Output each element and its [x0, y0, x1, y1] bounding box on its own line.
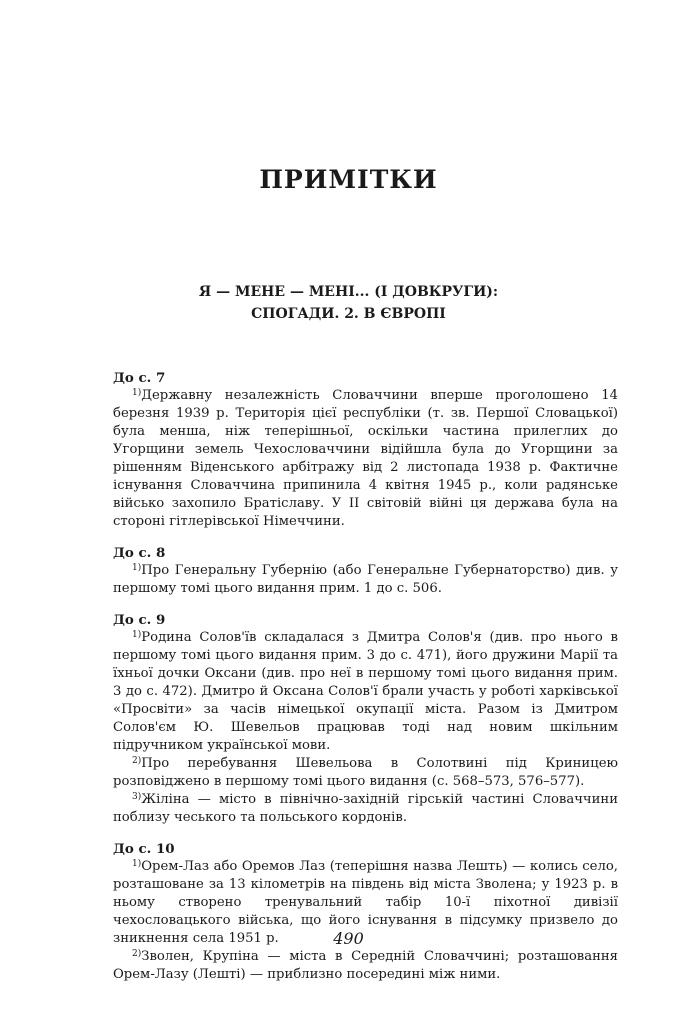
note-text: Жіліна — місто в північно-західній гірській частині Словаччини поблизу чеського та польського кордонів.: [113, 792, 618, 825]
note-text: Про Генеральну Губернію (або Генеральне Губернаторство) див. у першому томі цього видання прим. 1 до с. 506.: [113, 563, 618, 596]
page-number: 490: [333, 929, 364, 948]
note-text: Родина Солов'їв складалася з Дмитра Солов'я (див. про нього в першому томі цього видання прим. 3 до с. 471), його дружини Марії та їхньої дочки Оксани (див. про неї в першому томі цього видання прим. 3 до с. 472). Дмитро й Оксана Солов'ї брали участь у роботі харківської «Просвіти» за часів німецької окупації міста. Разом із Дмитром Солов'єм Ю. Шевельов працював тоді над новим шкільним підручником української мови.: [113, 630, 618, 753]
note-text: Орем-Лаз або Оремов Лаз (теперішня назва Лешть) — колись село, розташоване за 13 кілометрів на південь від міста Зволена; у 1923 р. в ньому створено тренувальний табір 10-ї піхотної дивізії чехословацького війська, що його існування в підсумку призвело до зникнення села 1951 р.: [113, 859, 618, 946]
note: [113, 948, 618, 984]
section-subtitle: [0, 281, 697, 325]
note-number: 1): [132, 388, 142, 398]
note: [113, 791, 618, 827]
section-heading: До с. 9: [113, 612, 166, 628]
subtitle-line-1: Я — МЕНЕ — МЕНІ... (І ДОВКРУГИ):: [198, 284, 499, 300]
note-text: Про перебування Шевельова в Солотвині під Криницею розповіджено в першому томі цього видання (с. 568–573, 576–577).: [113, 756, 618, 789]
note: [113, 755, 618, 791]
note-number: 3): [132, 792, 142, 802]
page-title: ПРИМІТКИ: [259, 165, 438, 194]
section-heading: До с. 8: [113, 545, 166, 561]
notes-body: [113, 369, 618, 997]
note-number: 1): [132, 563, 142, 573]
note-number: 1): [132, 859, 142, 869]
section-heading: До с. 10: [113, 841, 175, 857]
notes-section: [113, 369, 618, 531]
note-number: 2): [132, 949, 142, 959]
note: [113, 387, 618, 531]
note: [113, 562, 618, 598]
note-text: Зволен, Крупіна — міста в Середній Словаччині; розташовання Орем-Лазу (Лешті) — приблизно посередині між ними.: [113, 949, 618, 982]
notes-section: [113, 611, 618, 827]
subtitle-line-2: СПОГАДИ. 2. В ЄВРОПІ: [251, 306, 446, 322]
note-number: 2): [132, 756, 142, 766]
note: [113, 629, 618, 755]
notes-section: [113, 544, 618, 598]
note-number: 1): [132, 630, 142, 640]
notes-section: [113, 840, 618, 984]
section-heading: До с. 7: [113, 370, 166, 386]
note-text: Державну незалежність Словаччини вперше проголошено 14 березня 1939 р. Територія цієї республіки (т. зв. Першої Словацької) була менша, ніж теперішньої, оскільки частина прилеглих до Угорщини земель Чехословаччини відійшла була до Угорщини за рішенням Віденського арбітражу від 2 листопада 1938 р. Фактичне існування Словаччина припинила 4 квітня 1945 р., коли радянське військо захопило Братіславу. У ІІ світовій війні ця держава була на стороні гітлерівської Німеччини.: [113, 388, 618, 529]
